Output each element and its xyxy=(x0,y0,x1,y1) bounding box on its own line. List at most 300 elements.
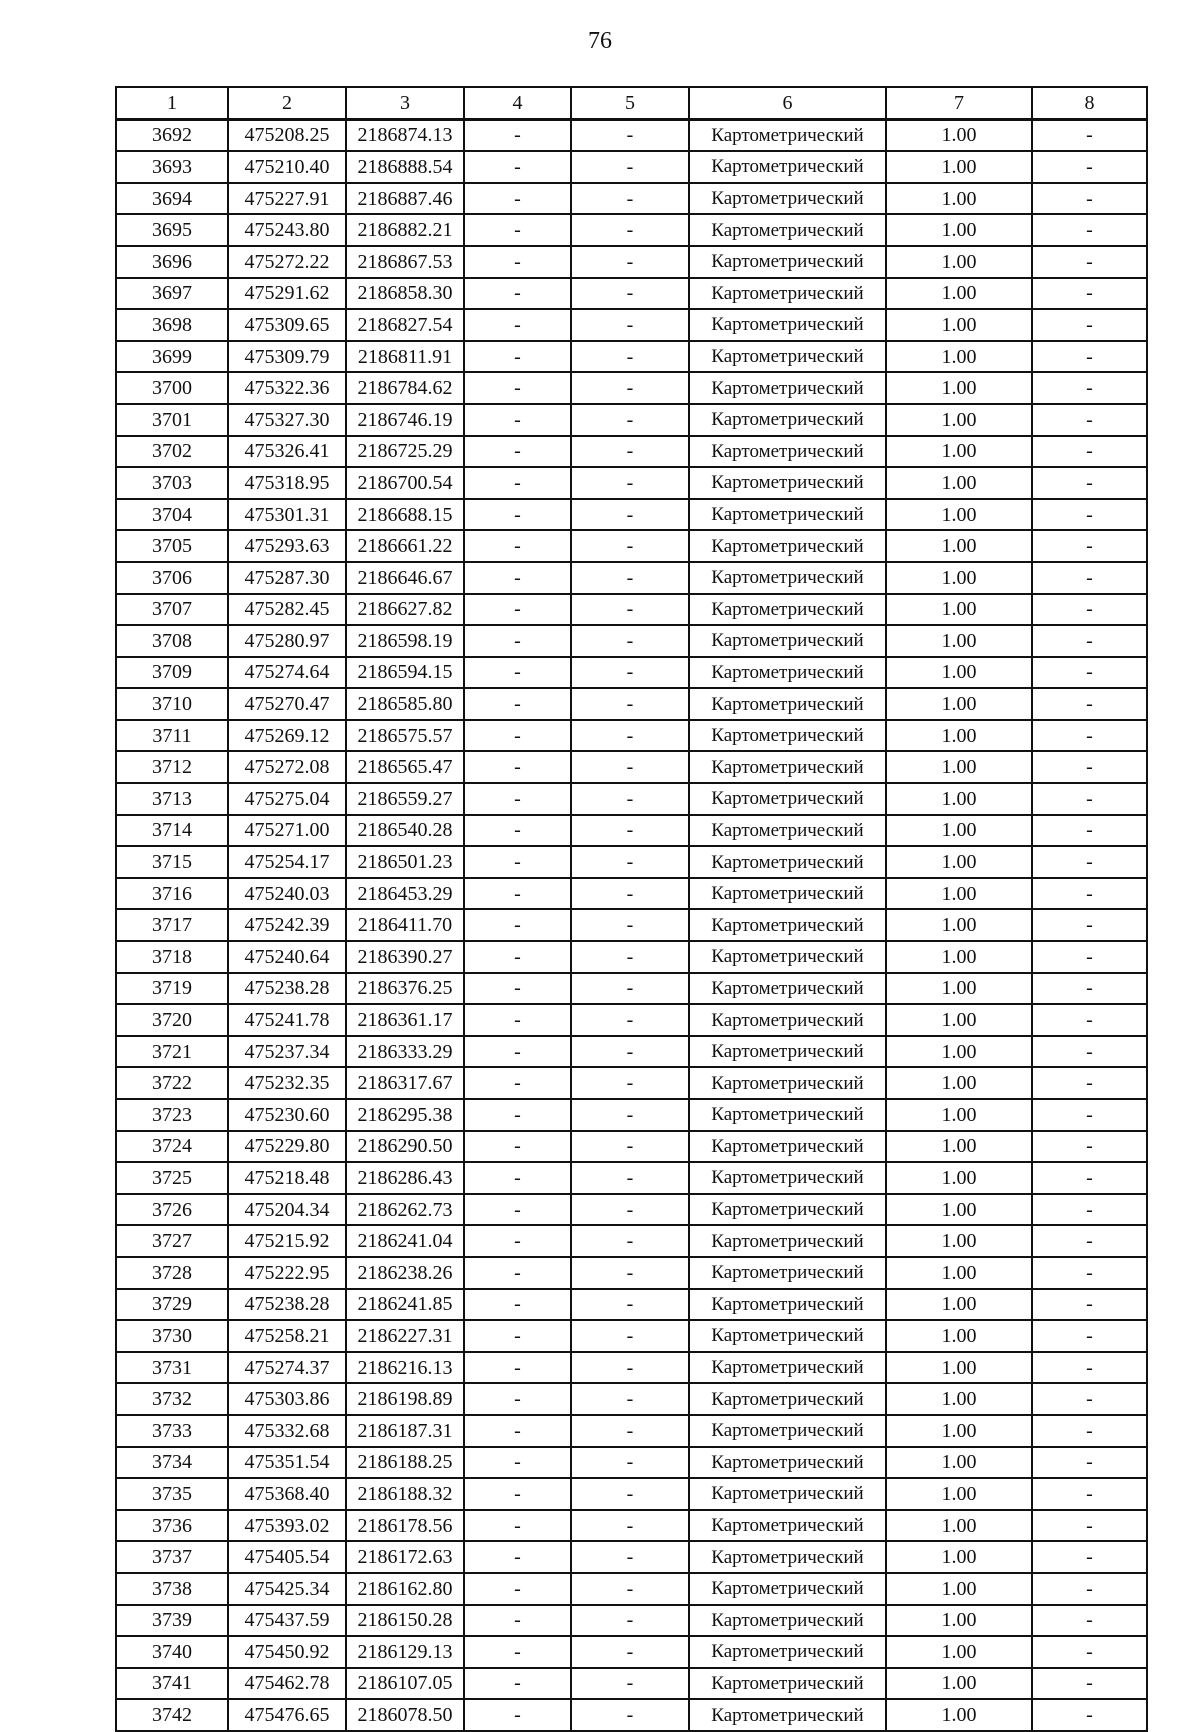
table-row xyxy=(116,436,1147,468)
header-cell-8: 8 xyxy=(1032,87,1147,119)
x-coordinate-cell: 475243.80 xyxy=(228,214,346,246)
col5-cell: - xyxy=(571,688,689,720)
table-row xyxy=(116,815,1147,847)
x-coordinate-cell: 475291.62 xyxy=(228,278,346,310)
col5-cell: - xyxy=(571,1573,689,1605)
point-number-cell: 3710 xyxy=(116,688,228,720)
table-row xyxy=(116,1320,1147,1352)
col5-cell: - xyxy=(571,1004,689,1036)
col8-cell: - xyxy=(1032,1257,1147,1289)
x-coordinate-cell: 475230.60 xyxy=(228,1099,346,1131)
y-coordinate-cell: 2186333.29 xyxy=(346,1036,464,1068)
point-number-cell: 3693 xyxy=(116,151,228,183)
accuracy-cell: 1.00 xyxy=(886,815,1032,847)
col5-cell: - xyxy=(571,1289,689,1321)
x-coordinate-cell: 475405.54 xyxy=(228,1541,346,1573)
col4-cell: - xyxy=(464,688,571,720)
point-number-cell: 3698 xyxy=(116,309,228,341)
col4-cell: - xyxy=(464,1541,571,1573)
col4-cell: - xyxy=(464,404,571,436)
x-coordinate-cell: 475240.64 xyxy=(228,941,346,973)
col8-cell: - xyxy=(1032,941,1147,973)
x-coordinate-cell: 475238.28 xyxy=(228,1289,346,1321)
method-cell: Картометрический xyxy=(689,1352,886,1384)
point-number-cell: 3713 xyxy=(116,783,228,815)
point-number-cell: 3697 xyxy=(116,278,228,310)
point-number-cell: 3702 xyxy=(116,436,228,468)
y-coordinate-cell: 2186188.32 xyxy=(346,1478,464,1510)
point-number-cell: 3696 xyxy=(116,246,228,278)
col8-cell: - xyxy=(1032,1289,1147,1321)
coordinates-table xyxy=(115,86,1148,1732)
header-row xyxy=(116,87,1147,119)
point-number-cell: 3734 xyxy=(116,1447,228,1479)
table-row xyxy=(116,530,1147,562)
x-coordinate-cell: 475242.39 xyxy=(228,909,346,941)
table-row xyxy=(116,751,1147,783)
col5-cell: - xyxy=(571,1447,689,1479)
table-row xyxy=(116,594,1147,626)
col4-cell: - xyxy=(464,594,571,626)
method-cell: Картометрический xyxy=(689,1320,886,1352)
x-coordinate-cell: 475318.95 xyxy=(228,467,346,499)
col4-cell: - xyxy=(464,467,571,499)
col4-cell: - xyxy=(464,1573,571,1605)
y-coordinate-cell: 2186882.21 xyxy=(346,214,464,246)
method-cell: Картометрический xyxy=(689,341,886,373)
table-row xyxy=(116,1636,1147,1668)
col5-cell: - xyxy=(571,1383,689,1415)
y-coordinate-cell: 2186172.63 xyxy=(346,1541,464,1573)
table-row xyxy=(116,1541,1147,1573)
col4-cell: - xyxy=(464,878,571,910)
method-cell: Картометрический xyxy=(689,1162,886,1194)
accuracy-cell: 1.00 xyxy=(886,151,1032,183)
col4-cell: - xyxy=(464,151,571,183)
point-number-cell: 3712 xyxy=(116,751,228,783)
col5-cell: - xyxy=(571,436,689,468)
point-number-cell: 3738 xyxy=(116,1573,228,1605)
point-number-cell: 3723 xyxy=(116,1099,228,1131)
col8-cell: - xyxy=(1032,309,1147,341)
col8-cell: - xyxy=(1032,1447,1147,1479)
col8-cell: - xyxy=(1032,846,1147,878)
accuracy-cell: 1.00 xyxy=(886,499,1032,531)
col8-cell: - xyxy=(1032,1194,1147,1226)
table-row xyxy=(116,341,1147,373)
col8-cell: - xyxy=(1032,1636,1147,1668)
accuracy-cell: 1.00 xyxy=(886,657,1032,689)
col5-cell: - xyxy=(571,499,689,531)
y-coordinate-cell: 2186575.57 xyxy=(346,720,464,752)
x-coordinate-cell: 475450.92 xyxy=(228,1636,346,1668)
method-cell: Картометрический xyxy=(689,404,886,436)
col4-cell: - xyxy=(464,1036,571,1068)
col4-cell: - xyxy=(464,846,571,878)
col8-cell: - xyxy=(1032,783,1147,815)
table-row xyxy=(116,625,1147,657)
col5-cell: - xyxy=(571,594,689,626)
col8-cell: - xyxy=(1032,467,1147,499)
table-row xyxy=(116,119,1147,151)
col4-cell: - xyxy=(464,1225,571,1257)
col4-cell: - xyxy=(464,214,571,246)
method-cell: Картометрический xyxy=(689,499,886,531)
col5-cell: - xyxy=(571,751,689,783)
col4-cell: - xyxy=(464,562,571,594)
x-coordinate-cell: 475476.65 xyxy=(228,1699,346,1731)
method-cell: Картометрический xyxy=(689,372,886,404)
y-coordinate-cell: 2186216.13 xyxy=(346,1352,464,1384)
page-number: 76 xyxy=(588,28,612,54)
accuracy-cell: 1.00 xyxy=(886,688,1032,720)
method-cell: Картометрический xyxy=(689,815,886,847)
x-coordinate-cell: 475269.12 xyxy=(228,720,346,752)
x-coordinate-cell: 475303.86 xyxy=(228,1383,346,1415)
header-cell-5: 5 xyxy=(571,87,689,119)
table-row xyxy=(116,1605,1147,1637)
table-row xyxy=(116,657,1147,689)
table-row xyxy=(116,1668,1147,1700)
table-row xyxy=(116,499,1147,531)
col4-cell: - xyxy=(464,183,571,215)
point-number-cell: 3700 xyxy=(116,372,228,404)
x-coordinate-cell: 475275.04 xyxy=(228,783,346,815)
x-coordinate-cell: 475309.79 xyxy=(228,341,346,373)
method-cell: Картометрический xyxy=(689,909,886,941)
table-row xyxy=(116,1383,1147,1415)
col5-cell: - xyxy=(571,1605,689,1637)
method-cell: Картометрический xyxy=(689,214,886,246)
x-coordinate-cell: 475238.28 xyxy=(228,973,346,1005)
accuracy-cell: 1.00 xyxy=(886,214,1032,246)
col4-cell: - xyxy=(464,909,571,941)
col5-cell: - xyxy=(571,530,689,562)
table-row xyxy=(116,1004,1147,1036)
accuracy-cell: 1.00 xyxy=(886,1257,1032,1289)
accuracy-cell: 1.00 xyxy=(886,246,1032,278)
col4-cell: - xyxy=(464,341,571,373)
col4-cell: - xyxy=(464,720,571,752)
accuracy-cell: 1.00 xyxy=(886,119,1032,151)
x-coordinate-cell: 475218.48 xyxy=(228,1162,346,1194)
table-row xyxy=(116,1478,1147,1510)
y-coordinate-cell: 2186585.80 xyxy=(346,688,464,720)
col5-cell: - xyxy=(571,657,689,689)
accuracy-cell: 1.00 xyxy=(886,562,1032,594)
col4-cell: - xyxy=(464,1194,571,1226)
accuracy-cell: 1.00 xyxy=(886,783,1032,815)
x-coordinate-cell: 475287.30 xyxy=(228,562,346,594)
col4-cell: - xyxy=(464,372,571,404)
x-coordinate-cell: 475237.34 xyxy=(228,1036,346,1068)
table-row xyxy=(116,720,1147,752)
method-cell: Картометрический xyxy=(689,1257,886,1289)
col4-cell: - xyxy=(464,1131,571,1163)
accuracy-cell: 1.00 xyxy=(886,1225,1032,1257)
y-coordinate-cell: 2186688.15 xyxy=(346,499,464,531)
col4-cell: - xyxy=(464,530,571,562)
y-coordinate-cell: 2186827.54 xyxy=(346,309,464,341)
col5-cell: - xyxy=(571,562,689,594)
col4-cell: - xyxy=(464,1257,571,1289)
point-number-cell: 3735 xyxy=(116,1478,228,1510)
col8-cell: - xyxy=(1032,1415,1147,1447)
x-coordinate-cell: 475241.78 xyxy=(228,1004,346,1036)
table-row xyxy=(116,467,1147,499)
point-number-cell: 3714 xyxy=(116,815,228,847)
col4-cell: - xyxy=(464,1699,571,1731)
x-coordinate-cell: 475274.64 xyxy=(228,657,346,689)
x-coordinate-cell: 475425.34 xyxy=(228,1573,346,1605)
col5-cell: - xyxy=(571,973,689,1005)
col4-cell: - xyxy=(464,973,571,1005)
col8-cell: - xyxy=(1032,1605,1147,1637)
accuracy-cell: 1.00 xyxy=(886,1573,1032,1605)
point-number-cell: 3708 xyxy=(116,625,228,657)
col8-cell: - xyxy=(1032,1668,1147,1700)
accuracy-cell: 1.00 xyxy=(886,309,1032,341)
method-cell: Картометрический xyxy=(689,1668,886,1700)
point-number-cell: 3733 xyxy=(116,1415,228,1447)
y-coordinate-cell: 2186411.70 xyxy=(346,909,464,941)
accuracy-cell: 1.00 xyxy=(886,1605,1032,1637)
method-cell: Картометрический xyxy=(689,1415,886,1447)
point-number-cell: 3725 xyxy=(116,1162,228,1194)
x-coordinate-cell: 475204.34 xyxy=(228,1194,346,1226)
y-coordinate-cell: 2186241.04 xyxy=(346,1225,464,1257)
point-number-cell: 3716 xyxy=(116,878,228,910)
accuracy-cell: 1.00 xyxy=(886,720,1032,752)
table-row xyxy=(116,1573,1147,1605)
y-coordinate-cell: 2186178.56 xyxy=(346,1510,464,1542)
col4-cell: - xyxy=(464,436,571,468)
table-row xyxy=(116,1067,1147,1099)
accuracy-cell: 1.00 xyxy=(886,625,1032,657)
col8-cell: - xyxy=(1032,1036,1147,1068)
col5-cell: - xyxy=(571,1541,689,1573)
table-row xyxy=(116,562,1147,594)
table-row xyxy=(116,783,1147,815)
col4-cell: - xyxy=(464,1510,571,1542)
accuracy-cell: 1.00 xyxy=(886,846,1032,878)
point-number-cell: 3705 xyxy=(116,530,228,562)
method-cell: Картометрический xyxy=(689,1131,886,1163)
point-number-cell: 3721 xyxy=(116,1036,228,1068)
col5-cell: - xyxy=(571,404,689,436)
table-row xyxy=(116,1194,1147,1226)
col5-cell: - xyxy=(571,1131,689,1163)
col4-cell: - xyxy=(464,941,571,973)
method-cell: Картометрический xyxy=(689,973,886,1005)
accuracy-cell: 1.00 xyxy=(886,1004,1032,1036)
method-cell: Картометрический xyxy=(689,1447,886,1479)
point-number-cell: 3694 xyxy=(116,183,228,215)
table-row xyxy=(116,1257,1147,1289)
method-cell: Картометрический xyxy=(689,119,886,151)
accuracy-cell: 1.00 xyxy=(886,1067,1032,1099)
table-row xyxy=(116,1510,1147,1542)
point-number-cell: 3739 xyxy=(116,1605,228,1637)
table-row xyxy=(116,846,1147,878)
x-coordinate-cell: 475215.92 xyxy=(228,1225,346,1257)
x-coordinate-cell: 475227.91 xyxy=(228,183,346,215)
header-cell-7: 7 xyxy=(886,87,1032,119)
y-coordinate-cell: 2186107.05 xyxy=(346,1668,464,1700)
y-coordinate-cell: 2186150.28 xyxy=(346,1605,464,1637)
x-coordinate-cell: 475254.17 xyxy=(228,846,346,878)
point-number-cell: 3720 xyxy=(116,1004,228,1036)
point-number-cell: 3737 xyxy=(116,1541,228,1573)
point-number-cell: 3703 xyxy=(116,467,228,499)
col8-cell: - xyxy=(1032,1478,1147,1510)
y-coordinate-cell: 2186887.46 xyxy=(346,183,464,215)
y-coordinate-cell: 2186162.80 xyxy=(346,1573,464,1605)
y-coordinate-cell: 2186700.54 xyxy=(346,467,464,499)
x-coordinate-cell: 475270.47 xyxy=(228,688,346,720)
col5-cell: - xyxy=(571,1162,689,1194)
method-cell: Картометрический xyxy=(689,1573,886,1605)
col8-cell: - xyxy=(1032,1004,1147,1036)
x-coordinate-cell: 475240.03 xyxy=(228,878,346,910)
y-coordinate-cell: 2186227.31 xyxy=(346,1320,464,1352)
col8-cell: - xyxy=(1032,1320,1147,1352)
x-coordinate-cell: 475272.22 xyxy=(228,246,346,278)
x-coordinate-cell: 475293.63 xyxy=(228,530,346,562)
table-row xyxy=(116,1415,1147,1447)
header-cell-2: 2 xyxy=(228,87,346,119)
col8-cell: - xyxy=(1032,1699,1147,1731)
method-cell: Картометрический xyxy=(689,1605,886,1637)
col8-cell: - xyxy=(1032,1352,1147,1384)
col4-cell: - xyxy=(464,1636,571,1668)
method-cell: Картометрический xyxy=(689,783,886,815)
point-number-cell: 3729 xyxy=(116,1289,228,1321)
x-coordinate-cell: 475280.97 xyxy=(228,625,346,657)
table-row xyxy=(116,1225,1147,1257)
col5-cell: - xyxy=(571,151,689,183)
col8-cell: - xyxy=(1032,688,1147,720)
accuracy-cell: 1.00 xyxy=(886,909,1032,941)
y-coordinate-cell: 2186129.13 xyxy=(346,1636,464,1668)
col8-cell: - xyxy=(1032,499,1147,531)
col5-cell: - xyxy=(571,214,689,246)
y-coordinate-cell: 2186725.29 xyxy=(346,436,464,468)
point-number-cell: 3704 xyxy=(116,499,228,531)
accuracy-cell: 1.00 xyxy=(886,973,1032,1005)
col5-cell: - xyxy=(571,941,689,973)
x-coordinate-cell: 475272.08 xyxy=(228,751,346,783)
col5-cell: - xyxy=(571,1225,689,1257)
col5-cell: - xyxy=(571,878,689,910)
col8-cell: - xyxy=(1032,404,1147,436)
method-cell: Картометрический xyxy=(689,562,886,594)
col5-cell: - xyxy=(571,246,689,278)
y-coordinate-cell: 2186594.15 xyxy=(346,657,464,689)
accuracy-cell: 1.00 xyxy=(886,1352,1032,1384)
x-coordinate-cell: 475301.31 xyxy=(228,499,346,531)
table-row xyxy=(116,1352,1147,1384)
col5-cell: - xyxy=(571,372,689,404)
table-row xyxy=(116,214,1147,246)
col8-cell: - xyxy=(1032,909,1147,941)
point-number-cell: 3740 xyxy=(116,1636,228,1668)
y-coordinate-cell: 2186874.13 xyxy=(346,119,464,151)
table-row xyxy=(116,404,1147,436)
x-coordinate-cell: 475368.40 xyxy=(228,1478,346,1510)
x-coordinate-cell: 475437.59 xyxy=(228,1605,346,1637)
y-coordinate-cell: 2186888.54 xyxy=(346,151,464,183)
method-cell: Картометрический xyxy=(689,625,886,657)
y-coordinate-cell: 2186453.29 xyxy=(346,878,464,910)
point-number-cell: 3718 xyxy=(116,941,228,973)
table-row xyxy=(116,1099,1147,1131)
header-cell-1: 1 xyxy=(116,87,228,119)
method-cell: Картометрический xyxy=(689,720,886,752)
x-coordinate-cell: 475326.41 xyxy=(228,436,346,468)
col4-cell: - xyxy=(464,1668,571,1700)
col8-cell: - xyxy=(1032,1162,1147,1194)
col4-cell: - xyxy=(464,783,571,815)
col8-cell: - xyxy=(1032,372,1147,404)
accuracy-cell: 1.00 xyxy=(886,1636,1032,1668)
col8-cell: - xyxy=(1032,594,1147,626)
col8-cell: - xyxy=(1032,878,1147,910)
col8-cell: - xyxy=(1032,246,1147,278)
col5-cell: - xyxy=(571,119,689,151)
accuracy-cell: 1.00 xyxy=(886,878,1032,910)
table-row xyxy=(116,1447,1147,1479)
method-cell: Картометрический xyxy=(689,1383,886,1415)
point-number-cell: 3728 xyxy=(116,1257,228,1289)
point-number-cell: 3722 xyxy=(116,1067,228,1099)
col4-cell: - xyxy=(464,751,571,783)
point-number-cell: 3731 xyxy=(116,1352,228,1384)
col5-cell: - xyxy=(571,183,689,215)
accuracy-cell: 1.00 xyxy=(886,1131,1032,1163)
table-row xyxy=(116,941,1147,973)
method-cell: Картометрический xyxy=(689,1004,886,1036)
method-cell: Картометрический xyxy=(689,1225,886,1257)
y-coordinate-cell: 2186295.38 xyxy=(346,1099,464,1131)
col8-cell: - xyxy=(1032,657,1147,689)
col8-cell: - xyxy=(1032,278,1147,310)
y-coordinate-cell: 2186390.27 xyxy=(346,941,464,973)
x-coordinate-cell: 475210.40 xyxy=(228,151,346,183)
col4-cell: - xyxy=(464,246,571,278)
y-coordinate-cell: 2186078.50 xyxy=(346,1699,464,1731)
y-coordinate-cell: 2186376.25 xyxy=(346,973,464,1005)
y-coordinate-cell: 2186867.53 xyxy=(346,246,464,278)
x-coordinate-cell: 475309.65 xyxy=(228,309,346,341)
method-cell: Картометрический xyxy=(689,246,886,278)
accuracy-cell: 1.00 xyxy=(886,1447,1032,1479)
x-coordinate-cell: 475232.35 xyxy=(228,1067,346,1099)
point-number-cell: 3736 xyxy=(116,1510,228,1542)
point-number-cell: 3706 xyxy=(116,562,228,594)
accuracy-cell: 1.00 xyxy=(886,1668,1032,1700)
accuracy-cell: 1.00 xyxy=(886,1699,1032,1731)
y-coordinate-cell: 2186598.19 xyxy=(346,625,464,657)
y-coordinate-cell: 2186646.67 xyxy=(346,562,464,594)
col8-cell: - xyxy=(1032,436,1147,468)
accuracy-cell: 1.00 xyxy=(886,1099,1032,1131)
x-coordinate-cell: 475327.30 xyxy=(228,404,346,436)
point-number-cell: 3699 xyxy=(116,341,228,373)
col8-cell: - xyxy=(1032,1383,1147,1415)
accuracy-cell: 1.00 xyxy=(886,1510,1032,1542)
col5-cell: - xyxy=(571,720,689,752)
